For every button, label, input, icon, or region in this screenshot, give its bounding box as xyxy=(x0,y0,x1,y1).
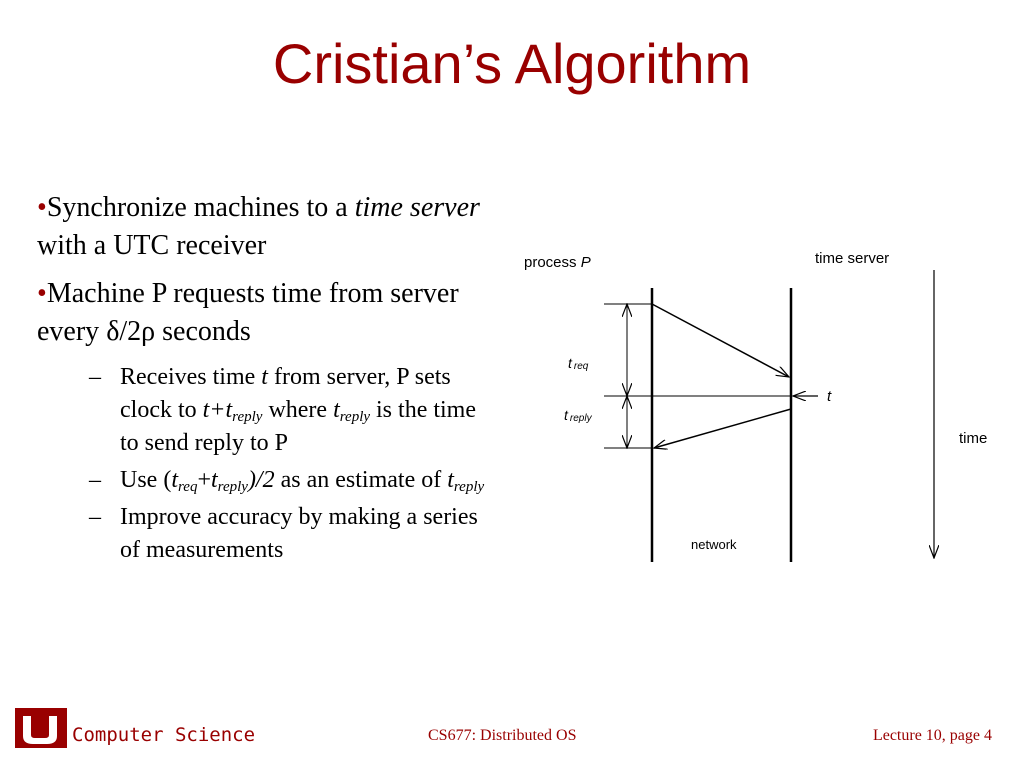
bullet-text: with a UTC receiver xyxy=(37,230,267,261)
bullet-text-italic: time server xyxy=(354,192,480,223)
sub-bullet-item xyxy=(37,464,497,497)
subscript-reply: reply xyxy=(453,479,485,495)
subscript-reply: reply xyxy=(217,479,248,495)
footer-page: Lecture 10, page 4 xyxy=(872,727,992,744)
sub-bullet-item xyxy=(37,361,497,460)
plus-sign: + xyxy=(197,467,211,493)
cristian-diagram xyxy=(510,240,1010,580)
sub-bullet-marker: – xyxy=(89,467,101,493)
symbol-text: δ/2ρ xyxy=(106,316,156,347)
variable-t: t xyxy=(261,364,268,390)
bullet-list xyxy=(37,189,497,571)
footer-course: CS677: Distributed OS xyxy=(428,727,577,744)
variable-t: t xyxy=(333,397,340,423)
sub-bullet-text: Use ( xyxy=(120,467,172,493)
subscript-req: req xyxy=(178,479,198,495)
time-axis-label: time xyxy=(959,430,988,447)
footer-department: Computer Science xyxy=(72,724,256,746)
t-label: t xyxy=(827,388,832,405)
sub-bullet-marker: – xyxy=(89,504,101,530)
slide-title: Cristian’s Algorithm xyxy=(272,32,752,95)
variable-t: t xyxy=(211,467,218,493)
sub-bullet-text: as an estimate of xyxy=(274,467,448,493)
bullet-text: Machine P requests time from server every xyxy=(37,278,459,347)
subscript-reply: reply xyxy=(232,409,263,425)
sub-bullet-text: is the time to send reply to P xyxy=(120,397,476,456)
variable-t: t xyxy=(447,467,454,493)
reply-message-arrow xyxy=(654,409,791,448)
sub-bullet-text: Improve accuracy by making a series of measurements xyxy=(120,504,478,563)
treply-label: t reply xyxy=(564,407,592,424)
bullet-marker: • xyxy=(37,192,47,223)
divide-by-two: )/2 xyxy=(247,467,275,493)
sub-bullet-text: where xyxy=(262,397,334,423)
bullet-item xyxy=(37,189,497,265)
bullet-marker: • xyxy=(37,278,47,309)
subscript-reply: reply xyxy=(339,409,371,425)
network-label: network xyxy=(691,537,737,552)
variable-t: t xyxy=(171,467,178,493)
sub-bullet-text: Receives time xyxy=(120,364,262,390)
bullet-text: Synchronize machines to a xyxy=(46,192,355,223)
treq-label: t req xyxy=(568,355,589,372)
process-label: process P xyxy=(524,254,591,271)
request-message-arrow xyxy=(652,304,789,377)
variable-t-plus-t: t+t xyxy=(202,397,233,423)
umass-logo xyxy=(13,706,69,762)
sub-bullet-marker: – xyxy=(89,364,101,390)
sub-bullet-item xyxy=(37,501,497,567)
bullet-item xyxy=(37,275,497,351)
bullet-text: seconds xyxy=(155,316,251,347)
sub-bullet-text: from server, P sets clock to xyxy=(120,364,451,423)
time-server-label: time server xyxy=(815,250,890,267)
